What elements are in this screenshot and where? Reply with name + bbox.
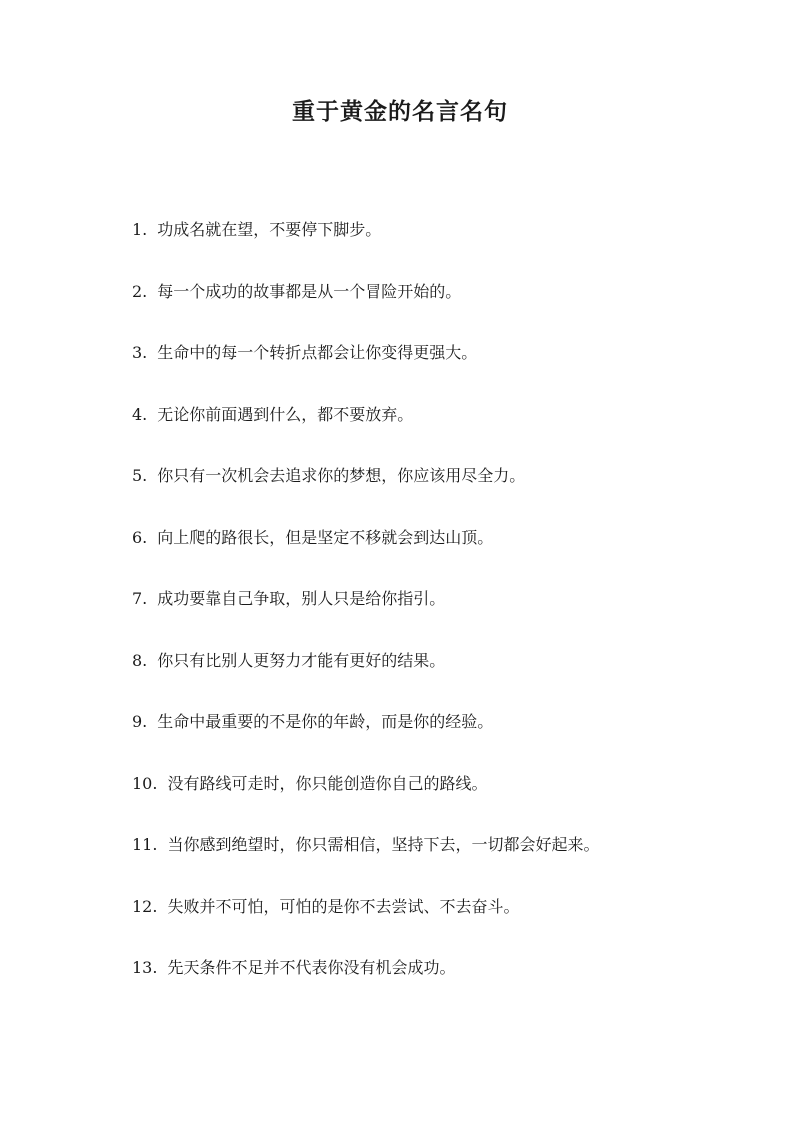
page-title: 重于黄金的名言名句 [292,98,508,125]
list-item [132,398,752,460]
list-item [132,828,752,890]
list-item [132,890,752,952]
list-item [132,582,752,644]
quote-number: 12. [132,896,158,916]
list-item [132,459,752,521]
quote-text: 向上爬的路很长，但是坚定不移就会到达山顶。 [157,527,494,547]
quote-number: 13. [132,958,158,977]
list-item [132,767,752,829]
quote-number: 3. [132,343,148,362]
quote-text: 没有路线可走时，你只能创造你自己的路线。 [167,773,488,793]
quote-text: 当你感到绝望时，你只需相信，坚持下去，一切都会好起来。 [167,835,600,854]
quote-text: 生命中最重要的不是你的年龄，而是你的经验。 [157,712,494,731]
list-item [132,705,752,767]
quote-text: 失败并不可怕，可怕的是你不去尝试、不去奋斗。 [167,896,520,916]
quote-number: 1. [132,220,148,239]
quote-number: 2. [132,281,148,301]
quote-number: 5. [132,466,148,485]
quote-text: 先天条件不足并不代表你没有机会成功。 [167,958,456,977]
quote-number: 11. [132,835,158,854]
quote-number: 7. [132,589,148,608]
list-item [132,275,752,337]
list-item [132,644,752,706]
list-item [132,336,752,398]
quote-number: 10. [132,773,158,793]
list-item [132,213,752,275]
quote-text: 每一个成功的故事都是从一个冒险开始的。 [157,281,462,301]
quote-list [132,213,752,1013]
quote-text: 你只有一次机会去追求你的梦想，你应该用尽全力。 [157,466,526,485]
quote-number: 4. [132,404,148,424]
quote-text: 生命中的每一个转折点都会让你变得更强大。 [157,343,478,362]
list-item [132,521,752,583]
quote-number: 9. [132,712,148,731]
quote-number: 8. [132,650,148,670]
list-item [132,951,752,1013]
quote-text: 功成名就在望，不要停下脚步。 [157,220,382,239]
quote-text: 你只有比别人更努力才能有更好的结果。 [157,650,446,670]
quote-number: 6. [132,527,148,547]
quote-text: 无论你前面遇到什么，都不要放弃。 [157,404,414,424]
quote-text: 成功要靠自己争取，别人只是给你指引。 [157,589,446,608]
